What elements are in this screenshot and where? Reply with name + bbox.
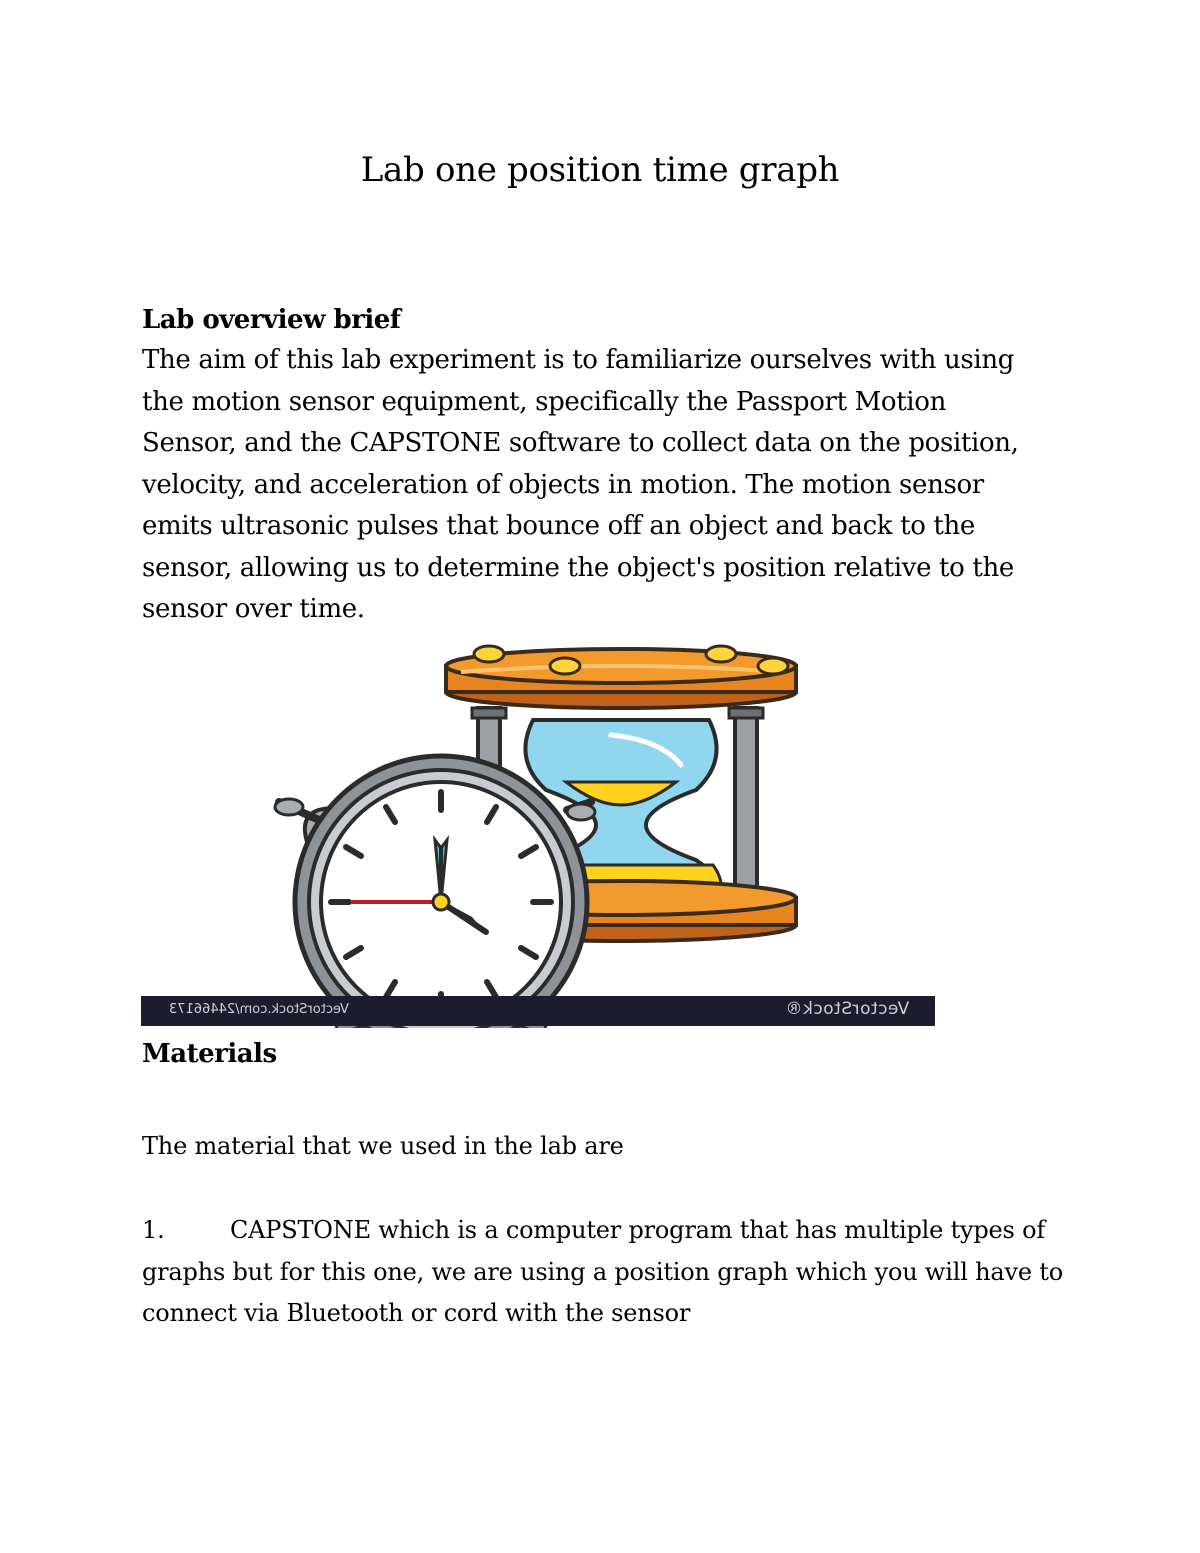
list-item xyxy=(142,1210,1062,1335)
list-item-line: graphs but for this one, we are using a position graph which you will have to xyxy=(142,1257,1063,1286)
list-item-number: 1. xyxy=(142,1216,165,1244)
materials-intro: The material that we used in the lab are xyxy=(142,1132,624,1160)
list-item-line xyxy=(142,1210,1062,1252)
paragraph-line: sensor over time. xyxy=(142,594,365,624)
lab-overview-paragraph xyxy=(142,340,1042,631)
paragraph-line: the motion sensor equipment, specifically the Passport Motion xyxy=(142,386,946,417)
hourglass-clock-illustration xyxy=(141,640,935,1028)
paragraph-line: velocity, and acceleration of objects in motion. The motion sensor xyxy=(142,469,984,500)
paragraph-line: sensor, allowing us to determine the object's position relative to the xyxy=(142,552,1014,583)
watermark-url: VectorStock.com/24466173 xyxy=(169,1002,349,1017)
list-item-text: CAPSTONE which is a computer program that has multiple types of xyxy=(230,1216,1046,1244)
watermark-bar xyxy=(141,996,935,1026)
list-item-line: connect via Bluetooth or cord with the sensor xyxy=(142,1299,691,1327)
alarm-clock-icon xyxy=(275,756,595,1028)
paragraph-line: The aim of this lab experiment is to familiarize ourselves with using xyxy=(142,345,1015,375)
lab-overview-heading: Lab overview brief xyxy=(142,305,401,335)
watermark-logo: VectorStock® xyxy=(784,999,909,1019)
paragraph-line: Sensor, and the CAPSTONE software to collect data on the position, xyxy=(142,428,1019,458)
paragraph-line: emits ultrasonic pulses that bounce off an object and back to the xyxy=(142,511,975,541)
document-title: Lab one position time graph xyxy=(360,150,840,190)
materials-heading: Materials xyxy=(142,1039,277,1069)
